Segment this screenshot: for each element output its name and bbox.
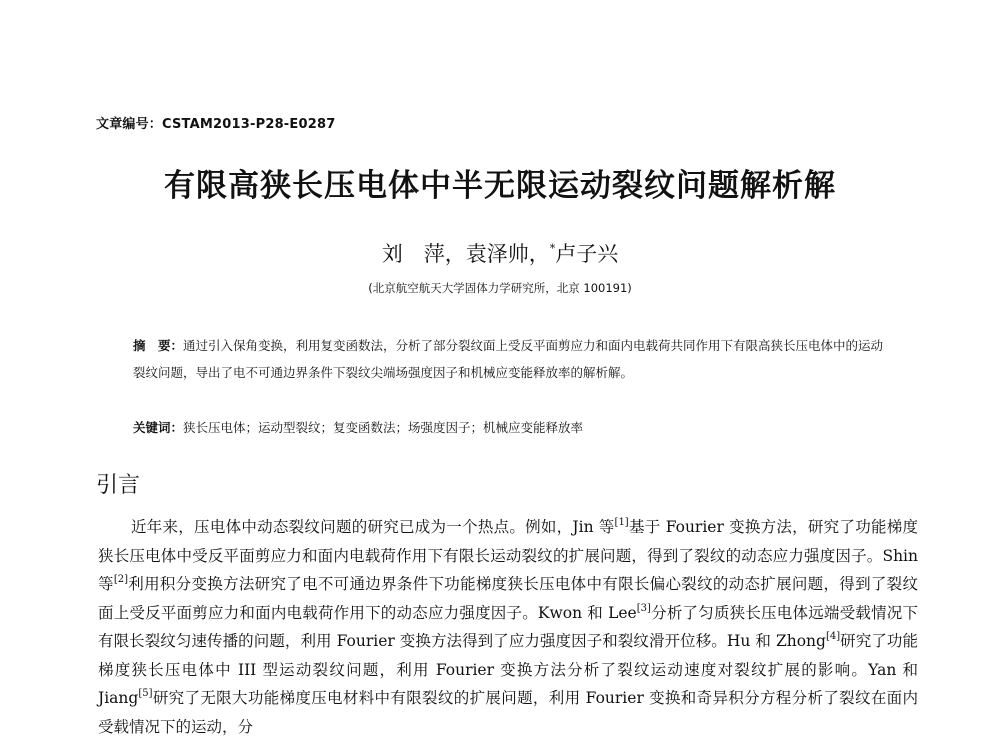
- intro-text-3: 利用积分变换方法研究了电不可通边界条件下功能梯度狭长压电体中有限长偏心裂纹的动态扩展问题，得到了裂纹面上受反平面剪应力和面内电载荷作用下的动态应力强度因子。Kwon 和 Lee: [98, 575, 918, 622]
- citation-1[interactable]: [1]: [614, 517, 629, 528]
- paper-title: 有限高狭长压电体中半无限运动裂纹问题解析解: [164, 168, 836, 204]
- citation-2[interactable]: [2]: [113, 574, 128, 585]
- author-3: 卢子兴: [555, 242, 619, 266]
- intro-text-1: 近年来，压电体中动态裂纹问题的研究已成为一个热点。例如，Jin 等: [131, 518, 615, 536]
- article-number: [96, 113, 335, 132]
- section-heading: 引言: [96, 473, 141, 498]
- abstract: [133, 332, 893, 386]
- citation-4[interactable]: [4]: [825, 631, 841, 642]
- corresponding-mark: *: [549, 242, 556, 255]
- intro-text-4: 分析了匀质狭长压电体远端受载情况下有限长裂纹匀速传播的问题，利用 Fourier 变换方法得到了应力强度因子和裂纹滑开位移。Hu 和 Zhong: [98, 603, 918, 650]
- abstract-text: 通过引入保角变换，利用复变函数法，分析了部分裂纹面上受反平面剪应力和面内电载荷共同作用下有限高狭长压电体中的运动裂纹问题，导出了电不可通边界条件下裂纹尖端场强度因子和机械应变能释放率的解析解。: [133, 338, 884, 380]
- author-1: 刘 萍，: [381, 242, 466, 266]
- intro-paragraph: [98, 513, 918, 741]
- author-list: [0, 238, 1000, 268]
- keywords-label: 关键词：: [133, 420, 184, 435]
- keywords: [133, 416, 893, 440]
- intro-text-2: 基于 Fourier 变换方法，研究了功能梯度狭长压电体中受反平面剪应力和面内电载荷作用下有限长运动裂纹的扩展问题，得到了裂纹的动态应力强度因子。Shin 等: [98, 518, 918, 593]
- intro-text-6: 研究了无限大功能梯度压电材料中有限裂纹的扩展问题，利用 Fourier 变换和奇异积分方程分析了裂纹在面内受载情况下的运动，分: [98, 689, 918, 736]
- intro-text-5: 研究了功能梯度狭长压电体中 III 型运动裂纹问题，利用 Fourier 变换方法分析了裂纹运动速度对裂纹扩展的影响。Yan 和 Jiang: [98, 632, 918, 707]
- abstract-label: 摘 要：: [133, 338, 184, 353]
- author-2: 袁泽帅，: [465, 242, 550, 266]
- citation-5[interactable]: [5]: [138, 688, 153, 699]
- affiliation: (北京航空航天大学固体力学研究所，北京 100191): [368, 281, 632, 295]
- keywords-text: 狭长压电体；运动型裂纹；复变函数法；场强度因子；机械应变能释放率: [183, 420, 584, 435]
- article-number-label: 文章编号：: [96, 117, 163, 132]
- article-number-value: CSTAM2013-P28-E0287: [162, 117, 336, 132]
- citation-3[interactable]: [3]: [636, 602, 651, 614]
